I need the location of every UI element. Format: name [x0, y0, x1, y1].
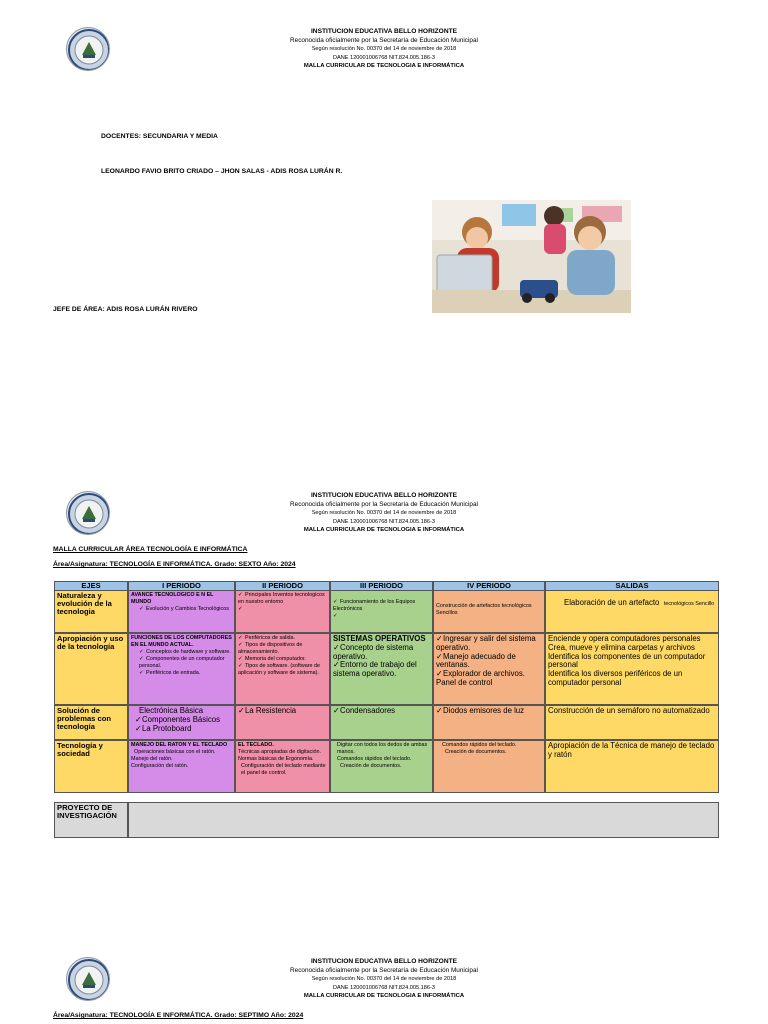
r1-periodo-2 — [235, 590, 330, 633]
r4-p1-text: Manejo del ratón. — [131, 756, 173, 762]
r2-p4-item: ✓ Ingresar y salir del sistema operativo. — [436, 635, 542, 653]
r4-periodo-1 — [128, 740, 235, 793]
school-seal-logo — [66, 957, 110, 1001]
r4-p1-text: Configuración del ratón. — [131, 763, 189, 769]
r4-p4-text: Comandos rápidos del teclado. — [442, 742, 517, 748]
institution-header — [240, 492, 528, 535]
r1-periodo-3 — [330, 590, 433, 633]
col-header-periodo-4: IV PERIODO — [433, 581, 545, 591]
r1-p3-item: ✓ Funcionamiento de los Equipos Electrónicos — [333, 599, 430, 613]
r3-p1-item: ✓ La Protoboard — [131, 725, 232, 734]
r3-p1-title: Electrónica Básica — [139, 706, 204, 715]
r2-salidas — [545, 633, 719, 705]
r2-periodo-3 — [330, 633, 433, 705]
recognition-line: Reconocida oficialmente por la Secretaría de Educación Municipal — [290, 500, 478, 508]
r2-p1-item: ✓ Componentes de un computador personal. — [131, 656, 232, 670]
r2-p1-title: FUNCIONES DE LOS COMPUTADORES EN EL MUNDO ACTUAL. — [131, 635, 232, 648]
school-name: INSTITUCION EDUCATIVA BELLO HORIZONTE — [310, 28, 458, 35]
dane-line: DANE 120001006768 NIT.824.005.186-3 — [332, 54, 435, 61]
school-seal-logo — [66, 27, 110, 71]
r3-periodo-1 — [128, 705, 235, 740]
r4-p3-text: Creación de documentos. — [340, 763, 402, 769]
col-header-periodo-3: III PERIODO — [330, 581, 433, 591]
r4-periodo-3 — [330, 740, 433, 793]
malla-title: MALLA CURRICULAR DE TECNOLOGIA E INFORMÁTICA — [303, 527, 465, 534]
col-header-periodo-2: II PERIODO — [235, 581, 330, 591]
classroom-photo — [432, 200, 631, 313]
r4-p2-text: Normas básicas de Ergonomía. — [238, 756, 314, 762]
r1-p3-item — [333, 613, 430, 620]
r2-p1-item: ✓ Conceptos de hardware y software. — [131, 649, 232, 656]
r2-p2-item: ✓ Memoria del computador. — [238, 656, 327, 663]
r4-p3-text: Digitar con todos los dedos de ambas manos. — [337, 742, 428, 755]
school-name: INSTITUCION EDUCATIVA BELLO HORIZONTE — [310, 958, 458, 965]
axis-naturaleza: Naturaleza y evolución de la tecnologia — [54, 590, 128, 633]
r4-p3-text: Comandos rápidos del teclado. — [337, 756, 412, 762]
r4-periodo-4 — [433, 740, 545, 793]
r2-p2-item: ✓ Tipos de dispositivos de almacenamiento. — [238, 642, 327, 656]
r1-salidas — [545, 590, 719, 633]
r4-p2-text: Técnicas apropiadas de digitación. — [238, 749, 322, 755]
r3-periodo-3 — [330, 705, 433, 740]
resolution-line: Según resolución No. 00370 del 14 de noviembre de 2018 — [311, 510, 457, 517]
r1-p1-item: ✓ Evolución y Cambios Tecnológicos — [131, 606, 232, 613]
r1-out-main: Elaboración de un artefacto — [564, 598, 660, 607]
malla-title: MALLA CURRICULAR DE TECNOLOGIA E INFORMÁTICA — [303, 993, 465, 1000]
r3-p2-item: ✓ La Resistencia — [238, 707, 327, 716]
col-header-ejes: EJES — [54, 581, 128, 591]
r1-periodo-4: Construcción de artefactos tecnológicos Sencillos — [433, 590, 545, 633]
dane-line: DANE 120001006768 NIT.824.005.186-3 — [332, 518, 435, 525]
grid-title: MALLA CURRICULAR ÁREA TECNOLOGÍA E INFORMÁTICA — [53, 546, 248, 553]
r3-salidas: Construcción de un semáforo no automatizado — [545, 705, 719, 740]
malla-title: MALLA CURRICULAR DE TECNOLOGIA E INFORMÁTICA — [303, 63, 465, 70]
r1-periodo-1 — [128, 590, 235, 633]
institution-header — [240, 28, 528, 71]
jefe-area-line: JEFE DE ÁREA: ADIS ROSA LURÁN RIVERO — [53, 306, 198, 313]
r2-p3-item: ✓ Entorno de trabajo del sistema operativo. — [333, 661, 430, 679]
r2-p1-item: ✓ Periféricos de entrada. — [131, 670, 232, 677]
r2-p3-title: SISTEMAS OPERATIVOS — [333, 634, 426, 643]
r3-periodo-4 — [433, 705, 545, 740]
r2-p4-item: ✓ Manejo adecuado de ventanas. — [436, 653, 542, 671]
r4-periodo-2 — [235, 740, 330, 793]
r2-p4-item: ✓ Explorador de archivos. — [436, 670, 542, 679]
axis-apropiacion: Apropiación y uso de la tecnología — [54, 633, 128, 705]
project-label: PROYECTO DE INVESTIGACIÓN — [54, 802, 128, 838]
r2-p4-extra: Panel de control — [436, 677, 493, 687]
school-name: INSTITUCION EDUCATIVA BELLO HORIZONTE — [310, 492, 458, 499]
r2-p2-item: ✓ Tipos de software. (software de aplicación y software de sistema). — [238, 663, 327, 677]
r2-out-line: Identifica los diversos periféricos de un computador personal — [548, 669, 683, 687]
recognition-line: Reconocida oficialmente por la Secretaría de Educación Municipal — [290, 966, 478, 974]
r4-p2-text: Configuración del teclado mediante el panel de control. — [241, 763, 326, 776]
resolution-line: Según resolución No. 00370 del 14 de noviembre de 2018 — [311, 46, 457, 53]
col-header-periodo-1: I PERIODO — [128, 581, 235, 591]
r3-periodo-2 — [235, 705, 330, 740]
school-seal-logo — [66, 491, 110, 535]
r4-p4-text: Creación de documentos. — [445, 749, 507, 755]
r3-p4-item: ✓ Diodos emisores de luz — [436, 707, 542, 716]
r2-periodo-2 — [235, 633, 330, 705]
r4-salidas: Apropiación de la Técnica de manejo de teclado y ratón — [545, 740, 719, 793]
r1-p2-item — [238, 606, 327, 613]
docentes-line: DOCENTES: SECUNDARIA Y MEDIA — [101, 133, 218, 140]
r4-p2-title: EL TECLADO. — [238, 742, 274, 748]
institution-header — [240, 958, 528, 1001]
r1-out-small: tecnológicos Sencillo — [663, 601, 715, 607]
r4-p1-text: Operaciones básicas con el ratón. — [134, 749, 216, 755]
r1-p1-title: AVANCE TECNOLOGICO E N EL MUNDO — [131, 592, 214, 605]
r2-periodo-1 — [128, 633, 235, 705]
r4-p1-title: MANEJO DEL RATON Y EL TECLADO — [131, 742, 228, 748]
axis-solucion: Solución de problemas con tecnología — [54, 705, 128, 740]
dane-line: DANE 120001006768 NIT.824.005.186-3 — [332, 984, 435, 991]
r2-periodo-4 — [433, 633, 545, 705]
subject-grade-line: Área/Asignatura: TECNOLOGÍA E INFORMÁTICA. Grado: SEXTO Año: 2024 — [53, 561, 296, 568]
r2-out-line: Identifica los componentes de un computador personal — [548, 651, 706, 670]
r2-p2-item: ✓ Periféricos de salida. — [238, 635, 327, 642]
r2-p3-item: ✓ Concepto de sistema operativo. — [333, 644, 430, 662]
subject-grade-line-septimo: Área/Asignatura: TECNOLOGÍA E INFORMÁTICA. Grado: SEPTIMO Año: 2024 — [53, 1012, 304, 1019]
resolution-line: Según resolución No. 00370 del 14 de noviembre de 2018 — [311, 976, 457, 983]
recognition-line: Reconocida oficialmente por la Secretaría de Educación Municipal — [290, 36, 478, 44]
r2-out-line: Enciende y opera computadores personales — [548, 634, 701, 643]
r3-p3-item: ✓ Condensadores — [333, 707, 430, 716]
r1-p2-item: ✓ Principales Inventos tecnologicos en nuestro entorno — [238, 592, 327, 606]
axis-sociedad: Tecnología y sociedad — [54, 740, 128, 793]
teachers-line: LEONARDO FAVIO BRITO CRIADO – JHON SALAS - ADIS ROSA LURÁN R. — [101, 168, 343, 175]
r3-p1-item: ✓ Componentes Básicos — [131, 716, 232, 725]
col-header-salidas: SALIDAS — [545, 581, 719, 591]
project-content — [128, 802, 719, 838]
r2-out-line: Crea, mueve y elimina carpetas y archivos — [548, 642, 695, 652]
